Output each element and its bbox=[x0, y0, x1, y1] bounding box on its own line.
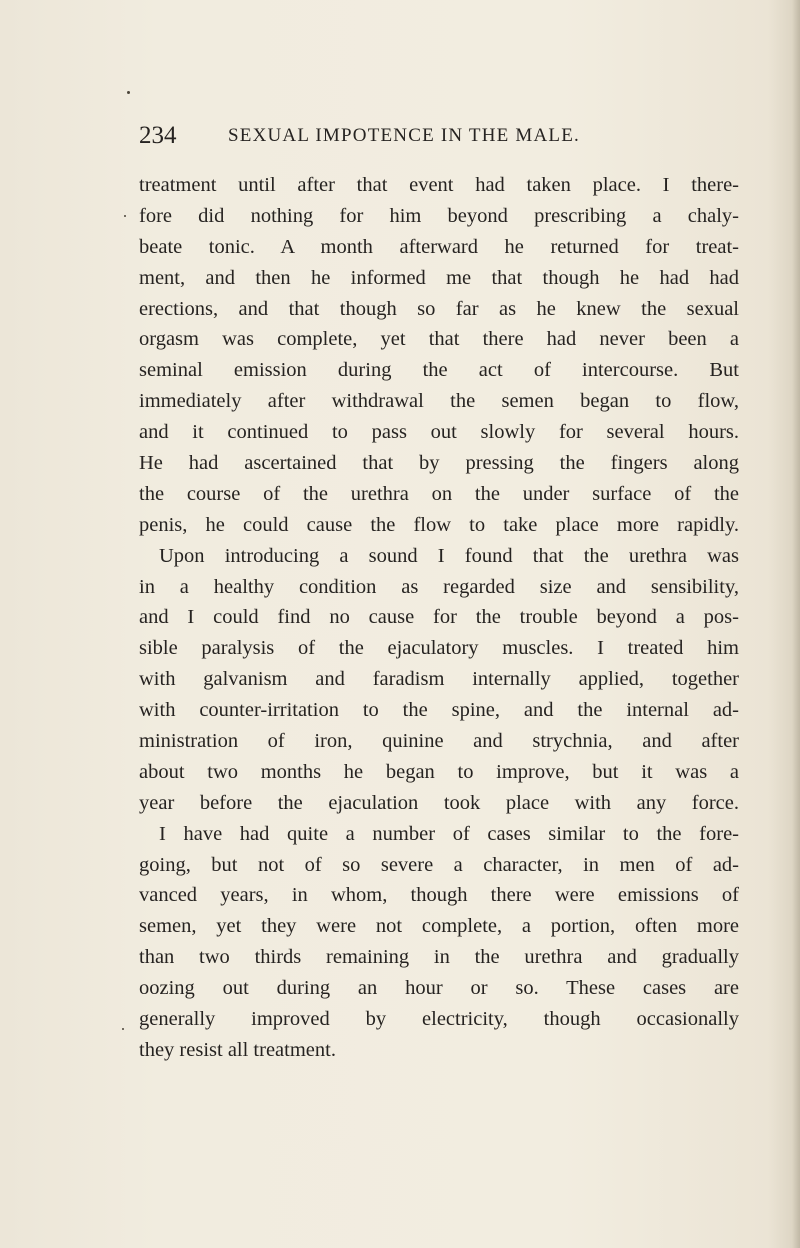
text-line: erections, and that though so far as he knew the sexual bbox=[139, 297, 739, 320]
body-text bbox=[139, 170, 739, 1066]
text-line: going, but not of so severe a character, in men of ad- bbox=[139, 853, 739, 876]
text-line: vanced years, in whom, though there were emissions of bbox=[139, 884, 739, 907]
text-line: about two months he began to improve, but it was a bbox=[139, 760, 739, 783]
text-line: generally improved by electricity, though occasionally bbox=[139, 1008, 739, 1031]
text-line: sible paralysis of the ejaculatory muscles. I treated him bbox=[139, 637, 739, 660]
text-line: with galvanism and faradism internally applied, together bbox=[139, 668, 739, 691]
print-speck bbox=[122, 1028, 124, 1030]
text-line: year before the ejaculation took place with any force. bbox=[139, 791, 739, 814]
text-line: treatment until after that event had taken place. I there- bbox=[139, 174, 739, 196]
paragraph-first-line: Upon introducing a sound I found that the urethra was bbox=[159, 544, 739, 567]
paragraph-first-line: I have had quite a number of cases similar to the fore- bbox=[159, 822, 739, 845]
page-number: 234 bbox=[139, 122, 177, 149]
text-line: seminal emission during the act of intercourse. But bbox=[139, 359, 739, 382]
text-line: semen, yet they were not complete, a portion, often more bbox=[139, 915, 739, 938]
text-line: ment, and then he informed me that though he had had bbox=[139, 266, 739, 289]
text-line: fore did nothing for him beyond prescribing a chaly- bbox=[139, 204, 739, 227]
print-speck bbox=[124, 215, 126, 217]
print-speck bbox=[127, 91, 130, 94]
text-line: and it continued to pass out slowly for several hours. bbox=[139, 421, 739, 444]
text-line: immediately after withdrawal the semen began to flow, bbox=[139, 390, 739, 413]
page-edge-shadow bbox=[792, 0, 800, 1248]
text-line: orgasm was complete, yet that there had never been a bbox=[139, 328, 739, 351]
running-head: SEXUAL IMPOTENCE IN THE MALE. bbox=[228, 125, 580, 146]
text-line: than two thirds remaining in the urethra and gradually bbox=[139, 946, 739, 969]
text-line: and I could find no cause for the trouble beyond a pos- bbox=[139, 606, 739, 629]
text-line: beate tonic. A month afterward he returned for treat- bbox=[139, 235, 739, 258]
text-line: penis, he could cause the flow to take place more rapidly. bbox=[139, 513, 739, 536]
text-line: He had ascertained that by pressing the fingers along bbox=[139, 452, 739, 475]
text-line: in a healthy condition as regarded size and sensibility, bbox=[139, 575, 739, 598]
text-line: ministration of iron, quinine and strychnia, and after bbox=[139, 730, 739, 753]
paragraph-last-line: they resist all treatment. bbox=[139, 1038, 336, 1061]
text-line: oozing out during an hour or so. These cases are bbox=[139, 977, 739, 1000]
text-line: the course of the urethra on the under surface of the bbox=[139, 482, 739, 505]
text-line: with counter-irritation to the spine, and the internal ad- bbox=[139, 699, 739, 722]
page-header bbox=[139, 121, 639, 151]
